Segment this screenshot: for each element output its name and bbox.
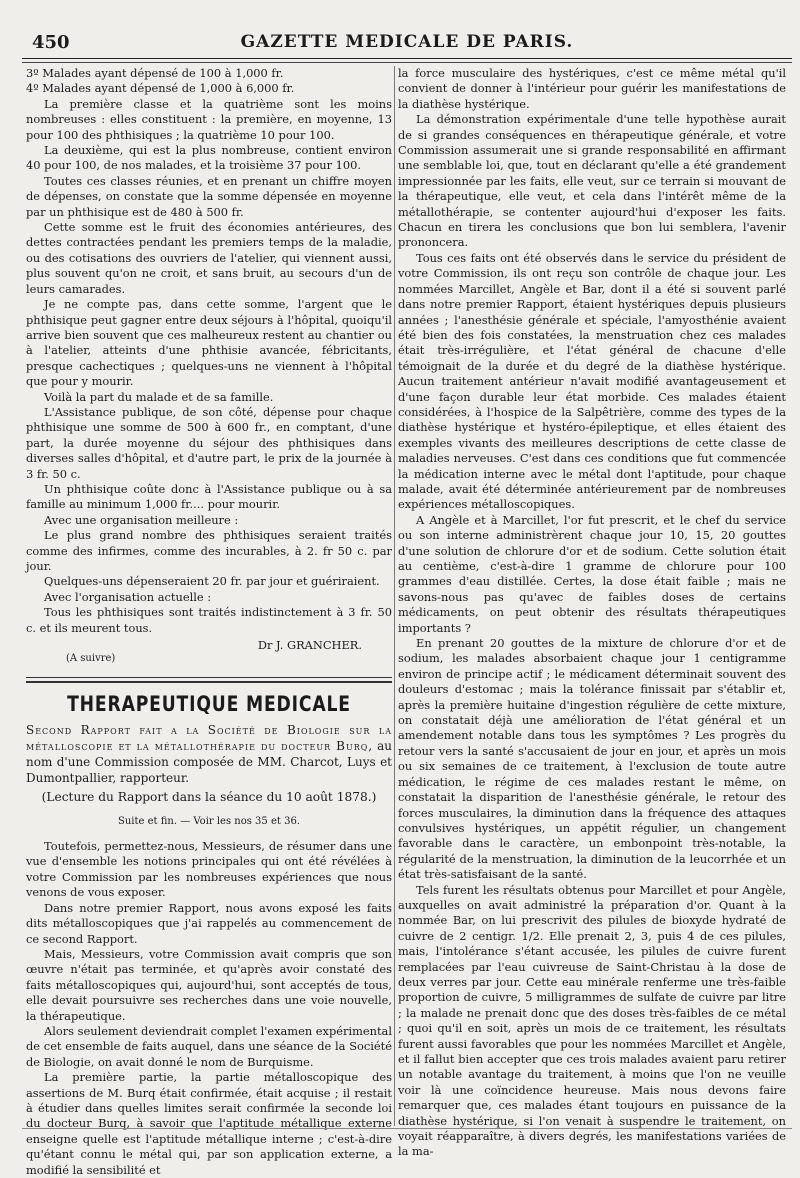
paragraph: L'Assistance publique, de son côté, dépense pour chaque phthisique une somme de 500 à 600 fr., en comptant, d'une part, la durée moyenne du séjour des phthisiques dans diverses salles d'hôpital, et d'autre part, le prix de la journée à 3 fr. 50 c. [26, 404, 392, 481]
paragraph: 3º Malades ayant dépensé de 100 à 1,000 fr. [26, 66, 284, 80]
section-rule [26, 677, 392, 678]
paragraph: Toutefois, permettez-nous, Messieurs, de résumer dans une vue d'ensemble les notions principales qui ont été révélées à votre Commission par les nombreuses expériences que nous venons de vous exposer. [26, 839, 392, 900]
paragraph: Je ne compte pas, dans cette somme, l'argent que le phthisique peut gagner entre deux séjours à l'hôpital, quoiqu'il arrive bien souvent que ces malheureux restent au chantier ou à l'atelier, atteints d'une phthisie avancée, fébricitants, presque cachectiques ; quelques-uns ne viennent à l'hôpital que pour y mourir. [26, 297, 392, 389]
paragraph: Avec l'organisation actuelle : [44, 589, 212, 604]
paragraph: la force musculaire des hystériques, c'est ce même métal qu'il convient de donner à l'intérieur pour guérir les manifestations de la diathèse hystérique. [398, 66, 786, 111]
page-number: 450 [32, 32, 70, 53]
right-column [398, 66, 786, 1160]
left-column [26, 66, 392, 1178]
paragraph: La première partie, la partie métalloscopique des assertions de M. Burq était confirmée, était acquise ; il restait à étudier dans quelles limites serait confirmée la seconde loi du docteur Burq, à savoir que l'aptitude métallique externe enseigne quelle est l'aptitude métallique interne ; c'est-à-dire qu'étant connu le métal qui, par son application externe, a modifié la sensibilité et [26, 1070, 392, 1177]
paragraph: Un phthisique coûte donc à l'Assistance publique ou à sa famille au minimum 1,000 fr.... pour mourir. [26, 481, 392, 512]
report-title-rest: au nom d'une Commission composée de MM. Charcot, Luys et Dumontpallier, rapporteur. [26, 739, 392, 786]
right-paragraphs [398, 66, 786, 1160]
paragraph: Quelques-uns dépenseraient 20 fr. par jour et guériraient. [44, 574, 380, 589]
header-rule [22, 58, 792, 59]
left-paragraphs-top [26, 66, 392, 636]
bottom-rule [22, 1128, 792, 1129]
paragraph: La deuxième, qui est la plus nombreuse, contient environ 40 pour 100, de nos malades, et la troisième 37 pour 100. [26, 143, 392, 173]
paragraph: La première classe et la quatrième sont les moins nombreuses : elles constituent : la première, en moyenne, 13 pour 100 des phthisiques ; la quatrième 10 pour 100. [26, 96, 392, 142]
running-title: GAZETTE MEDICALE DE PARIS. [240, 32, 574, 52]
to-be-continued: (A suivre) [66, 653, 116, 665]
paragraph: Tous ces faits ont été observés dans le service du président de votre Commission, ils ont reçu son contrôle de chaque jour. Les nommées Marcillet, Angèle et Bar, dont il a été si souvent parlé dans notre premier Rapport, étaient hystériques depuis plusieurs années ; l'anesthésie générale et spéciale, l'amyosthénie avaient été bien des fois constatées, la menstruation chez ces malades était très-irrégulière, et l'état général de chacune d'elle témoignait de la durée et du degré de la diathèse hystérique. Aucun traitement antérieur n'avait modifié avantageusement et d'une façon durable leur état morbide. Ces malades étaient considérées, à l'hospice de la Salpêtrière, comme des types de la diathèse hystérique et hystéro-épileptique, et elles étaient des exemples vivants des meilleures descriptions de cette classe de maladies nerveuses. C'est dans ces conditions que fut commencée la médication interne avec le métal dont l'aptitude, pour chaque malade, avait été déterminée antérieurement par de nombreuses expériences métalloscopiques. [398, 250, 786, 512]
header-rule-secondary [22, 62, 792, 63]
column-divider [394, 66, 395, 1126]
reading-note: (Lecture du Rapport dans la séance du 10 août 1878.) [41, 790, 377, 805]
paragraph: Le plus grand nombre des phthisiques seraient traités comme des infirmes, comme des incurables, à 2. fr 50 c. par jour. [26, 528, 392, 573]
author-signature: Dr J. GRANCHER. [257, 638, 362, 653]
paragraph: La démonstration expérimentale d'une telle hypothèse aurait de si grandes conséquences en thérapeutique générale, et votre Commission assumerait une si grande responsabilité en affirmant une semblable loi, que, tout en déclarant qu'elle a été grandement impressionnée par les faits, elle veut, sur ce terrain si mouvant de la thérapeutique, elle veut, et cela dans l'intérêt même de la métallothérapie, se contenter aujourd'hui d'exposer les faits. Chacun en tirera les conclusions que bon lui semblera, l'avenir prononcera. [398, 112, 786, 250]
section-title: THERAPEUTIQUE MEDICALE [67, 691, 351, 716]
paragraph: Voilà la part du malade et de sa famille. [44, 389, 274, 404]
paragraph: Mais, Messieurs, votre Commission avait compris que son œuvre n'était pas terminée, et qu'après avoir constaté des faits métalloscopiques qui, aujourd'hui, sont acceptés de tous, elle devait poursuivre ses recherches dans une voie nouvelle, la thérapeutique. [26, 946, 392, 1023]
paragraph: Dans notre premier Rapport, nous avons exposé les faits dits métalloscopiques que j'ai rappelés au commencement de ce second Rapport. [26, 900, 392, 946]
continuation-note: Suite et fin. — Voir les nos 35 et 36. [118, 815, 300, 827]
page-header [28, 30, 786, 56]
paragraph: Tels furent les résultats obtenus pour Marcillet et pour Angèle, auxquelles on avait administré la préparation d'or. Quant à la nommée Bar, on lui prescrivit des pilules de bioxyde hydraté de cuivre de 2 centigr. 1/2. Elle prenait 2, 3, puis 4 de ces pilules, mais, l'intolérance s'étant accusée, les pilules de cuivre furent remplacées par l'eau cuivreuse de Saint-Christau à la dose de deux verres par jour. Cette eau minérale renferme une très-faible proportion de cuivre, 5 milligrammes de sulfate de cuivre par litre ; la malade ne prenait donc que des doses très-faibles de ce métal ; quoi qu'il en soit, après un mois de ce traitement, les résultats furent aussi favorables que pour les nommées Marcillet et Angèle, et il fallut bien accepter que ces trois malades avaient paru retirer un notable avantage du traitement, à moins que l'on ne veuille voir là une coïncidence heureuse. Mais nous devons faire remarquer que, ces malades étant toujours en puissance de la diathèse hystérique, si l'on venait à suspendre le traitement, on voyait réapparaître, à divers degrés, les manifestations variées de la ma- [398, 882, 786, 1159]
paragraph: Tous les phthisiques sont traités indistinctement à 3 fr. 50 c. et ils meurent tous. [26, 605, 392, 635]
paragraph: Cette somme est le fruit des économies antérieures, des dettes contractées pendant les premiers temps de la maladie, ou des cotisations des ouvriers de l'atelier, qui viennent aussi, plus souvent qu'on ne croit, et sans bruit, au secours d'un de leurs camarades. [26, 220, 392, 296]
paragraph: Alors seulement deviendrait complet l'examen expérimental de cet ensemble de faits auquel, dans une séance de la Société de Biologie, on avait donné le nom de Burquisme. [26, 1023, 392, 1069]
report-title [26, 722, 392, 786]
paragraph: Avec une organisation meilleure : [44, 512, 239, 527]
paragraph: A Angèle et à Marcillet, l'or fut prescrit, et le chef du service ou son interne administrèrent chaque jour 10, 15, 20 gouttes d'une solution de chlorure d'or et de sodium. Cette solution était au centième, c'est-à-dire 1 gramme de chlorure pour 100 grammes d'eau distillée. Certes, la dose était faible ; mais ne savons-nous pas qu'avec de faibles doses de certains médicaments, on peut obtenir des résultats thérapeutiques importants ? [398, 512, 786, 635]
report-title-smallcaps: Second Rapport fait a la Société de Biologie sur la métalloscopie et la métallothérapie du docteur Burq, [26, 723, 392, 754]
paragraph: En prenant 20 gouttes de la mixture de chlorure d'or et de sodium, les malades absorbaient chaque jour 1 centigramme environ de principe actif ; le médicament déterminait souvent des douleurs d'estomac ; mais la tolérance finissait par s'établir et, après la première huitaine d'ingestion régulière de cette mixture, on constatait déjà une amélioration de l'état général et un amendement notable dans tous les symptômes ? Les progrès du retour vers la santé s'accusaient de jour en jour, et après un mois ou six semaines de ce traitement, à l'exclusion de toute autre médication, le régime de ces malades restant le même, on constatait la disparition de l'anesthésie générale, le retour des forces musculaires, la diminution dans la fréquence des attaques convulsives hystériques, un appétit régulier, un changement favorable dans le caractère, un embonpoint très-notable, la régularité de la menstruation, la diminution de la leucorrhée et un état très-satisfaisant de la santé. [398, 636, 786, 882]
paragraph: Toutes ces classes réunies, et en prenant un chiffre moyen de dépenses, on constate que la somme dépensée en moyenne par un phthisique est de 480 à 500 fr. [26, 173, 392, 219]
section-rule-thick [26, 681, 392, 683]
paragraph: 4º Malades ayant dépensé de 1,000 à 6,000 fr. [26, 81, 295, 96]
